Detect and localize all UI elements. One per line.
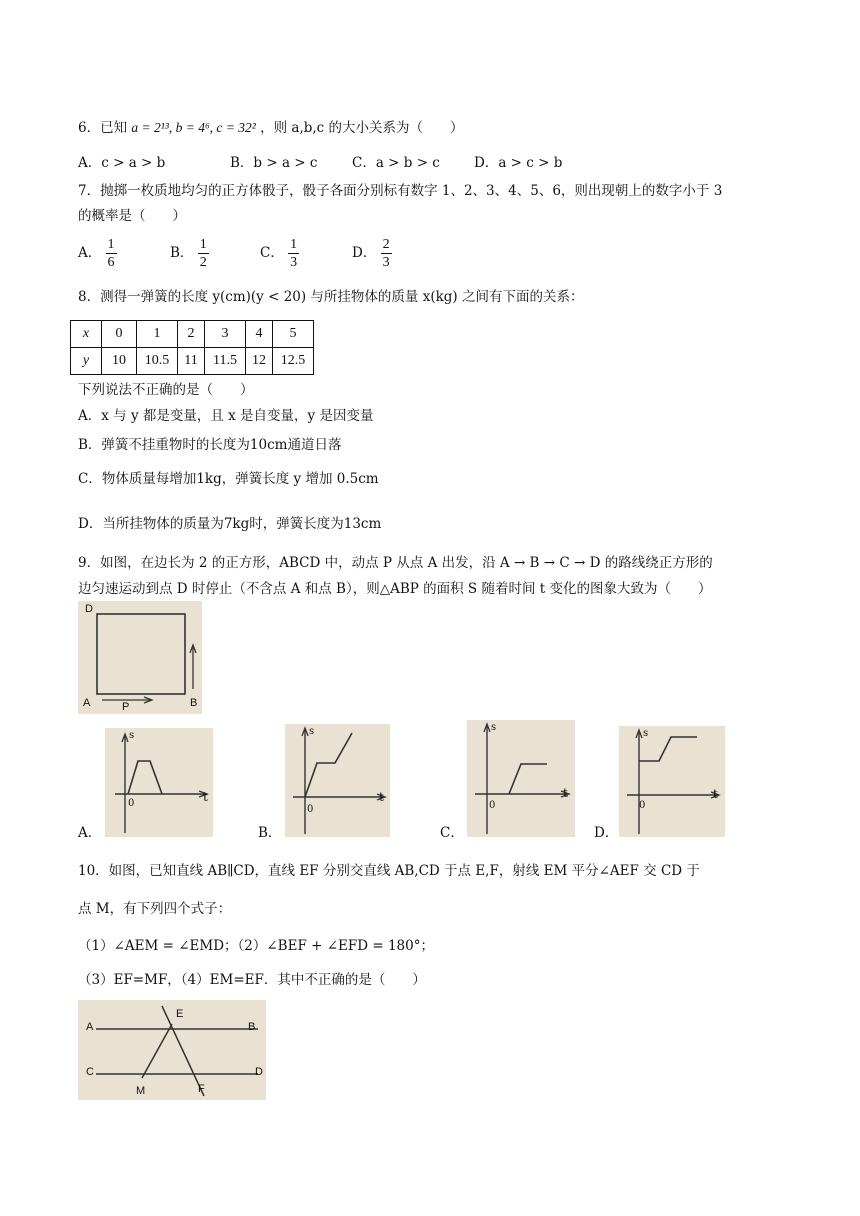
fraction-denominator: 3 [290,255,298,270]
q6-stem-prefix: 6．已知 [78,120,128,136]
q10-label-d: D [255,1066,263,1078]
q7-stem-line1: 7．抛掷一枚质地均匀的正方体骰子，骰子各面分别标有数字 1、2、3、4、5、6，则出现朝上的数字小于 3 [78,183,723,199]
q9-label-d: D [85,603,93,615]
q7-option-b-label: B． [170,245,194,261]
q9-graph-a[interactable] [105,728,213,837]
q9-stem-line2: 边匀速运动到点 D 时停止（不含点 A 和点 B），则△ABP 的面积 S 随着时间 t 变化的图象大致为（ ） [78,581,712,597]
q10-figure-drawing [78,1000,266,1100]
q8-option-d[interactable]: D．当所挂物体的质量为7kg时，弹簧长度为13cm [78,516,382,532]
q9-graph-a-s-label: s [129,730,135,741]
q9-graph-a-origin: 0 [128,798,135,809]
q6-stem-suffix: ，则 a,b,c 的大小关系为（ ） [260,120,464,136]
q8-option-b[interactable]: B．弹簧不挂重物时的长度为10cm通道日落 [78,437,342,453]
fraction-denominator: 2 [199,255,207,270]
q6-option-a[interactable]: A．c > a > b [78,155,166,171]
q7-option-d[interactable] [352,236,392,271]
q9-graph-b-origin: 0 [307,804,314,815]
table-cell: 11.5 [205,348,246,375]
table-cell: 5 [273,321,314,348]
table-row-x [71,321,314,348]
q9-graph-a-t-label: t [203,790,208,804]
q9-square-figure [78,601,202,714]
fraction-numerator: 1 [290,237,298,252]
q10-statements-line1: （1）∠AEM = ∠EMD；（2）∠BEF + ∠EFD = 180°； [78,938,434,954]
q6-formula: a = 2¹³, b = 4⁶, c = 32² [131,120,256,135]
table-cell: 12.5 [273,348,314,375]
q7-option-d-fraction [381,236,392,271]
q9-graph-c-s-label: s [491,722,497,733]
q7-option-c-fraction [288,236,299,271]
q10-label-e: E [176,1008,184,1020]
q9-graph-d[interactable] [619,726,725,837]
q10-label-a: A [86,1021,94,1033]
q6-option-c[interactable]: C．a > b > c [352,155,440,171]
q8-question: 下列说法不正确的是（ ） [78,382,254,398]
table-row-y [71,348,314,375]
table-cell: 1 [137,321,178,348]
q9-stem-line1: 9．如图，在边长为 2 的正方形，ABCD 中，动点 P 从点 A 出发，沿 A → B → C → D 的路线绕正方形的 [78,555,713,571]
q9-option-a-label[interactable]: A． [78,825,102,841]
q10-statements-line2: （3）EF=MF，（4）EM=EF．其中不正确的是（ ） [78,972,426,988]
fraction-numerator: 1 [199,237,207,252]
table-cell: 12 [246,348,273,375]
q7-option-b[interactable] [170,236,209,271]
q10-label-f: F [198,1083,205,1095]
q8-stem: 8．测得一弹簧的长度 y(cm)(y < 20) 与所挂物体的质量 x(kg) 之间有下面的关系： [78,289,584,305]
q9-graph-b-t-label: t [379,790,384,804]
q6-option-d[interactable]: D．a > c > b [474,155,563,171]
q7-option-d-label: D． [352,245,377,261]
q8-option-a[interactable]: A．x 与 y 都是变量，且 x 是自变量，y 是因变量 [78,408,374,424]
q9-graph-d-s-label: s [643,728,649,739]
q9-label-p: P [122,701,130,713]
q10-stem-line2: 点 M，有下列四个式子： [78,901,232,917]
q7-stem-line2: 的概率是（ ） [78,208,186,224]
q9-graph-c-t-label: t [563,786,568,800]
q7-option-c-label: C． [260,245,284,261]
q9-option-b-label[interactable]: B． [258,825,282,841]
q9-graph-b[interactable] [285,724,390,837]
q9-label-b: B [190,697,198,709]
q9-graph-a-plot [105,728,213,837]
q7-option-b-fraction [198,236,209,271]
q10-label-c: C [86,1066,94,1078]
q9-graph-b-s-label: s [309,726,315,737]
table-cell: 4 [246,321,273,348]
table-cell: 0 [102,321,137,348]
table-cell: 10.5 [137,348,178,375]
q7-option-c[interactable] [260,236,299,271]
q9-graph-c-origin: 0 [489,800,496,811]
q10-parallel-lines-figure [78,1000,266,1100]
q8-data-table [70,320,314,375]
table-header-y: y [71,348,102,375]
q10-label-m: M [136,1085,146,1097]
fraction-denominator: 3 [382,255,390,270]
fraction-numerator: 1 [107,237,115,252]
table-cell: 11 [178,348,205,375]
q9-graph-d-plot [619,726,725,837]
q9-graph-c-plot [467,720,575,837]
table-cell: 3 [205,321,246,348]
table-cell: 2 [178,321,205,348]
q6-option-b[interactable]: B．b > a > c [230,155,318,171]
q9-option-c-label[interactable]: C． [440,825,464,841]
q9-square-drawing [78,601,202,714]
q9-graph-d-origin: 0 [639,800,646,811]
q8-option-c[interactable]: C．物体质量每增加1kg，弹簧长度 y 增加 0.5cm [78,471,379,487]
fraction-denominator: 6 [107,255,115,270]
q10-stem-line1: 10．如图，已知直线 AB∥CD，直线 EF 分别交直线 AB,CD 于点 E,F，射线 EM 平分∠AEF 交 CD 于 [78,863,700,879]
q7-option-a-fraction [106,236,117,271]
fraction-numerator: 2 [382,237,390,252]
q9-graph-c[interactable] [467,720,575,837]
q6-stem [78,118,464,138]
q9-option-d-label[interactable]: D． [594,825,619,841]
table-cell: 10 [102,348,137,375]
q9-graph-b-plot [285,724,390,837]
q9-label-a: A [83,697,91,709]
q9-graph-d-t-label: t [713,787,718,801]
q10-label-b: B [248,1021,256,1033]
table-header-x: x [71,321,102,348]
q7-option-a-label: A． [78,245,102,261]
q7-option-a[interactable] [78,236,117,271]
